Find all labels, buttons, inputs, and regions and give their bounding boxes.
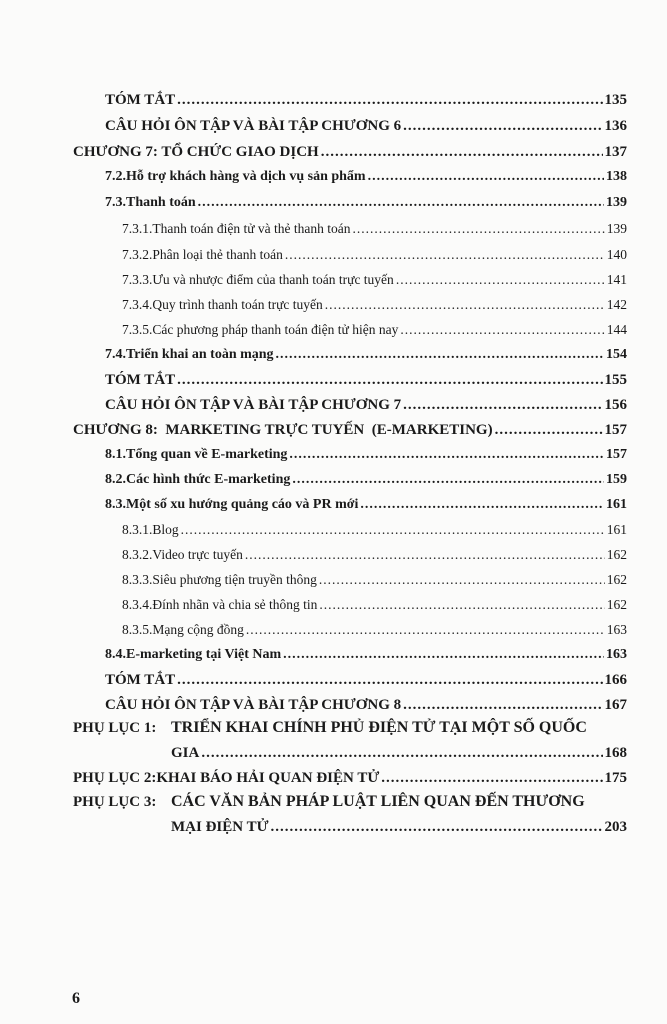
leader-dots <box>285 245 605 265</box>
toc-title: Blog <box>152 522 179 537</box>
leader-dots <box>360 495 604 515</box>
appendix-label: PHỤ LỤC 3: <box>73 794 157 810</box>
toc-title: TÓM TẮT <box>105 372 176 388</box>
toc-title: CHƯƠNG 7: TỔ CHỨC GIAO DỊCH <box>73 144 319 160</box>
toc-number: 8.3.1. <box>122 522 153 537</box>
toc-number: 7.3. <box>105 195 126 210</box>
toc-page: 162 <box>606 572 627 587</box>
toc-entry-summary-7 <box>105 370 627 390</box>
toc-page: 140 <box>606 247 627 262</box>
leader-dots <box>276 345 604 365</box>
toc-page: 144 <box>606 322 627 337</box>
leader-dots <box>292 470 604 490</box>
toc-page: 141 <box>606 272 627 287</box>
toc-title: Hỗ trợ khách hàng và dịch vụ sản phẩm <box>126 169 366 184</box>
toc-page: 154 <box>606 347 627 362</box>
leader-dots <box>403 116 602 136</box>
leader-dots <box>400 320 604 340</box>
toc-number: 8.3.4. <box>122 597 153 612</box>
toc-entry-appendix-2 <box>73 768 627 788</box>
toc-page: 139 <box>606 195 627 210</box>
toc-title: Siêu phương tiện truyền thông <box>152 572 317 587</box>
toc-page: 161 <box>606 497 627 512</box>
toc-entry-7-4 <box>105 345 627 365</box>
toc-title: Triển khai an toàn mạng <box>126 347 274 362</box>
toc-entry-appendix-1 <box>171 743 627 763</box>
toc-page: 167 <box>604 697 627 713</box>
toc-page: 159 <box>606 472 627 487</box>
leader-dots <box>177 670 602 690</box>
leader-dots <box>319 570 605 590</box>
leader-dots <box>495 420 603 440</box>
toc-title: Thanh toán điện tử và thẻ thanh toán <box>152 221 351 236</box>
toc-entry-8-2 <box>105 470 627 490</box>
toc-title: Tổng quan về E-marketing <box>126 447 288 462</box>
toc-title: KHAI BÁO HẢI QUAN ĐIỆN TỬ <box>156 770 380 786</box>
toc-entry-questions-7 <box>105 395 627 415</box>
toc-number: 8.3.2. <box>122 547 153 562</box>
appendix-label: PHỤ LỤC 1: <box>73 720 157 736</box>
toc-page: 136 <box>604 118 627 134</box>
toc-number: 7.3.4. <box>122 297 153 312</box>
toc-title: Quy trình thanh toán trực tuyến <box>152 297 323 312</box>
leader-dots <box>319 595 604 615</box>
toc-entry-8-3-2 <box>122 545 627 565</box>
toc-entry-8-3-3 <box>122 570 627 590</box>
toc-title: TÓM TẮT <box>105 92 176 108</box>
toc-title: TRIỂN KHAI CHÍNH PHỦ ĐIỆN TỬ TẠI MỘT SỐ QUỐC <box>171 719 587 736</box>
toc-entry-summary-8 <box>105 670 627 690</box>
leader-dots <box>368 167 604 187</box>
toc-title-continued: MẠI ĐIỆN TỬ <box>171 819 269 835</box>
toc-page: 138 <box>606 169 627 184</box>
toc-title: CÂU HỎI ÔN TẬP VÀ BÀI TẬP CHƯƠNG 8 <box>105 697 402 713</box>
toc-page: 168 <box>604 745 627 761</box>
leader-dots <box>353 219 605 239</box>
leader-dots <box>271 817 603 837</box>
page-number: 6 <box>72 990 80 1007</box>
toc-title: TÓM TẮT <box>105 672 176 688</box>
appendix-label: PHỤ LỤC 2: <box>73 770 157 786</box>
toc-entry-8-1 <box>105 445 627 465</box>
toc-page: 162 <box>606 547 627 562</box>
leader-dots <box>321 142 603 162</box>
toc-number: 7.3.5. <box>122 322 153 337</box>
toc-entry-appendix-3 <box>171 817 627 837</box>
toc-entry-questions-8 <box>105 695 627 715</box>
toc-entry-appendix-1-line1 <box>73 718 587 738</box>
toc-entry-appendix-3-line1 <box>73 792 585 812</box>
toc-title-continued: GIA <box>171 745 200 761</box>
leader-dots <box>177 370 602 390</box>
leader-dots <box>289 445 604 465</box>
leader-dots <box>283 645 604 665</box>
toc-entry-7-3-2 <box>122 245 627 265</box>
toc-entry-7-3-5 <box>122 320 627 340</box>
toc-title: CÂU HỎI ÔN TẬP VÀ BÀI TẬP CHƯƠNG 7 <box>105 397 402 413</box>
toc-title: Video trực tuyến <box>152 547 243 562</box>
toc-number: 7.3.1. <box>122 221 153 236</box>
toc-page: 163 <box>606 647 627 662</box>
toc-title: Các hình thức E-marketing <box>126 472 291 487</box>
leader-dots <box>245 545 605 565</box>
toc-page: 162 <box>606 597 627 612</box>
leader-dots <box>325 295 605 315</box>
toc-number: 8.3.5. <box>122 622 153 637</box>
leader-dots <box>198 193 604 213</box>
leader-dots <box>396 270 605 290</box>
toc-number: 7.3.3. <box>122 272 153 287</box>
toc-entry-8-3-1 <box>122 520 627 540</box>
leader-dots <box>403 395 602 415</box>
leader-dots <box>381 768 602 788</box>
toc-entry-7-3-1 <box>122 219 627 239</box>
toc-number: 7.2. <box>105 169 126 184</box>
toc-title: Thanh toán <box>126 195 196 210</box>
toc-page: 157 <box>604 422 627 438</box>
toc-entry-8-3-4 <box>122 595 627 615</box>
toc-page: 142 <box>606 297 627 312</box>
toc-page: 155 <box>604 372 627 388</box>
toc-title: CÂU HỎI ÔN TẬP VÀ BÀI TẬP CHƯƠNG 6 <box>105 118 402 134</box>
toc-page: 135 <box>604 92 627 108</box>
leader-dots <box>181 520 605 540</box>
toc-title: E-marketing tại Việt Nam <box>126 647 282 662</box>
toc-page: 166 <box>604 672 627 688</box>
toc-page: 137 <box>604 144 627 160</box>
toc-entry-8-3 <box>105 495 627 515</box>
leader-dots <box>246 620 605 640</box>
toc-entry-7-3 <box>105 193 627 213</box>
toc-title: Các phương pháp thanh toán điện tử hiện nay <box>152 322 399 337</box>
toc-page: 139 <box>606 221 627 236</box>
toc-number: 8.3. <box>105 497 126 512</box>
leader-dots <box>403 695 602 715</box>
toc-entry-summary-6 <box>105 90 627 110</box>
toc-title: Ưu và nhược điểm của thanh toán trực tuyến <box>152 272 394 287</box>
toc-number: 8.1. <box>105 447 126 462</box>
leader-dots <box>177 90 602 110</box>
toc-title: Phân loại thẻ thanh toán <box>152 247 283 262</box>
toc-entry-8-4 <box>105 645 627 665</box>
toc-number: 7.3.2. <box>122 247 153 262</box>
toc-title: Mạng cộng đồng <box>152 622 244 637</box>
toc-number: 7.4. <box>105 347 126 362</box>
toc-page: 163 <box>606 622 627 637</box>
leader-dots <box>201 743 602 763</box>
toc-entry-questions-6 <box>105 116 627 136</box>
toc-number: 8.4. <box>105 647 126 662</box>
toc-number: 8.3.3. <box>122 572 153 587</box>
toc-title: Đính nhãn và chia sẻ thông tin <box>152 597 318 612</box>
toc-number: 8.2. <box>105 472 126 487</box>
toc-page: 156 <box>604 397 627 413</box>
toc-page: 203 <box>604 819 627 835</box>
toc-entry-chapter-8 <box>73 420 627 440</box>
toc-title: CÁC VĂN BẢN PHÁP LUẬT LIÊN QUAN ĐẾN THƯƠNG <box>171 793 585 810</box>
toc-page: 161 <box>606 522 627 537</box>
toc-title: CHƯƠNG 8: MARKETING TRỰC TUYẾN (E-MARKETING) <box>73 422 493 438</box>
toc-entry-8-3-5 <box>122 620 627 640</box>
toc-entry-7-3-4 <box>122 295 627 315</box>
toc-title: Một số xu hướng quảng cáo và PR mới <box>126 497 359 512</box>
toc-page: 175 <box>604 770 627 786</box>
toc-entry-7-3-3 <box>122 270 627 290</box>
toc-page: 157 <box>606 447 627 462</box>
toc-entry-7-2 <box>105 167 627 187</box>
toc-entry-chapter-7 <box>73 142 627 162</box>
